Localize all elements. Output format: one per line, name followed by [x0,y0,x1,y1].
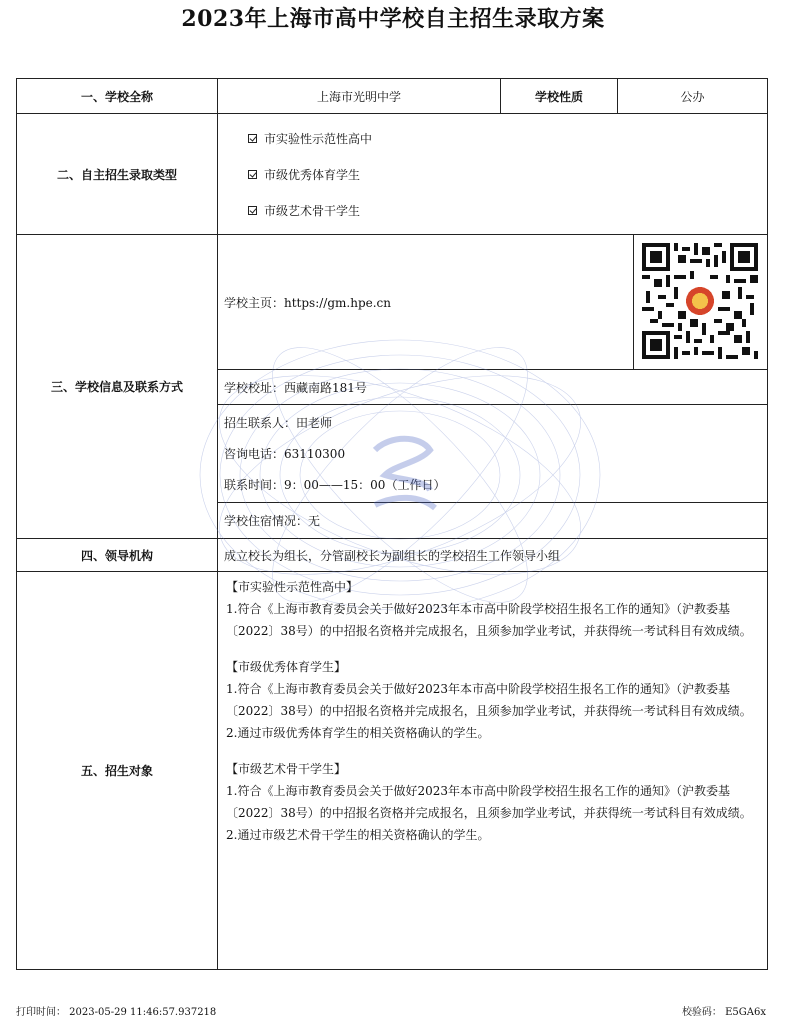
check-code: 校验码： E5GA6x [681,1007,766,1018]
section-heading: 【市实验性示范性高中】 [226,580,359,594]
print-time: 打印时间： 2023-05-29 11:46:57.937218 [16,1007,217,1018]
boarding-status: 学校住宿情况：无 [224,513,321,528]
checked-box-icon [248,206,257,215]
leadership-label: 四、领导机构 [17,539,218,572]
consult-phone: 咨询电话：63110300 [224,447,346,461]
qr-code-panel [633,235,767,369]
admission-type-text: 市级优秀体育学生 [264,167,361,182]
contact-hours: 联系时间：9：00——15：00（工作日） [224,478,446,492]
section-item: 2.通过市级优秀体育学生的相关资格确认的学生。 [226,726,490,740]
section-item: 2.通过市级艺术骨干学生的相关资格确认的学生。 [226,828,490,842]
school-nature-label: 学校性质 [501,79,618,114]
target-label: 五、招生对象 [17,572,218,970]
checked-box-icon [248,170,257,179]
target-content [218,572,768,970]
section-heading: 【市级艺术骨干学生】 [226,762,347,776]
section-item: 1.符合《上海市教育委员会关于做好2023年本市高中阶段学校招生报名工作的通知》（沪教委基〔2022〕38号）的中招报名资格并完成报名，且须参加学业考试，并获得统一考试科目有效成绩。 [226,784,752,820]
checked-box-icon [248,134,257,143]
admission-contact: 招生联系人：田老师 [224,416,333,430]
document-title: 2023年上海市高中学校自主招生录取方案 [181,6,605,32]
admission-type-list [218,114,768,235]
section-heading: 【市级优秀体育学生】 [226,660,347,674]
school-name-value: 上海市光明中学 [218,79,501,114]
section-item: 1.符合《上海市教育委员会关于做好2023年本市高中阶段学校招生报名工作的通知》（沪教委基〔2022〕38号）的中招报名资格并完成报名，且须参加学业考试，并获得统一考试科目有效成绩。 [226,602,752,638]
school-address: 学校校址：西藏南路181号 [218,370,767,405]
admission-type-text: 市实验性示范性高中 [264,131,373,146]
school-info-cell [218,235,768,539]
admission-type-item [248,120,767,156]
leadership-content: 成立校长为组长，分管副校长为副组长的学校招生工作领导小组 [218,539,768,572]
section-item: 1.符合《上海市教育委员会关于做好2023年本市高中阶段学校招生报名工作的通知》（沪教委基〔2022〕38号）的中招报名资格并完成报名，且须参加学业考试，并获得统一考试科目有效成绩。 [226,682,752,718]
school-name-label: 一、学校全称 [17,79,218,114]
school-nature-value: 公办 [618,79,768,114]
admission-table [16,78,768,970]
school-homepage: 学校主页：https://gm.hpe.cn [224,295,391,310]
admission-type-label: 二、自主招生录取类型 [17,114,218,235]
admission-type-item [248,156,767,192]
qr-code-icon [642,243,758,359]
school-info-label: 三、学校信息及联系方式 [17,235,218,539]
admission-type-text: 市级艺术骨干学生 [264,203,361,218]
admission-type-item [248,192,767,228]
